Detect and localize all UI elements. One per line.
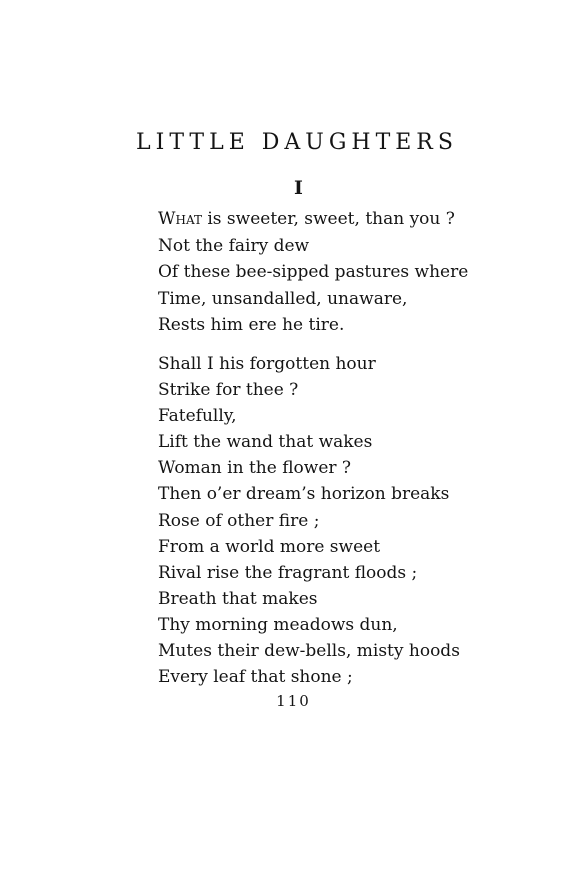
poem-line: Woman in the flower ?	[158, 458, 352, 479]
line-text: is sweeter, sweet, than you ?	[201, 209, 455, 229]
page-number: 110	[276, 692, 311, 710]
poem-line: Lift the wand that wakes	[158, 432, 373, 453]
poem-line: From a world more sweet	[158, 536, 381, 557]
poem-line	[158, 206, 468, 233]
poem-line: Not the fairy dew	[158, 235, 310, 256]
stanza-2	[158, 351, 460, 690]
poem-line: Rival rise the fragrant floods ;	[158, 562, 418, 583]
poem-line: Fatefully,	[158, 406, 237, 427]
poem-line: Time, unsandalled, unaware,	[158, 288, 408, 309]
poem-line: Rests him ere he tire.	[158, 315, 345, 335]
poem-line: Shall I his forgotten hour	[158, 354, 376, 374]
poem-line: Then o’er dream’s horizon breaks	[158, 484, 450, 505]
poem-line: Thy morning meadows dun,	[158, 614, 398, 635]
poem-line: Mutes their dew-bells, misty hoods	[158, 641, 460, 662]
poem-line: Every leaf that shone ;	[158, 667, 353, 688]
poem-line: Strike for thee ?	[158, 380, 299, 401]
poem-line: Of these bee-sipped pastures where	[158, 262, 469, 282]
small-caps-opening-word: What	[158, 209, 202, 229]
poem-line: Breath that makes	[158, 588, 318, 609]
section-numeral: I	[294, 177, 303, 199]
poem-line: Rose of other fire ;	[158, 510, 320, 531]
stanza-1	[158, 206, 468, 339]
poem-title: LITTLE DAUGHTERS	[136, 130, 458, 155]
